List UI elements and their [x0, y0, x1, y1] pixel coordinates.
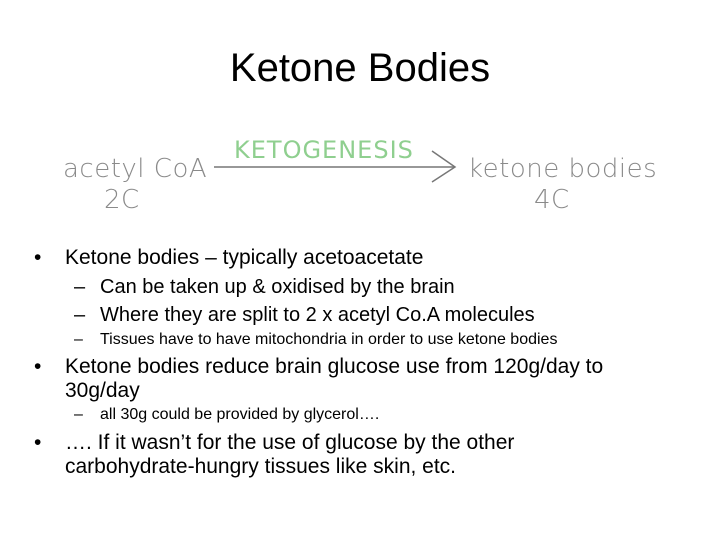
diagram-process-label: KETOGENESIS	[234, 136, 414, 164]
dash-glyph: –	[74, 304, 86, 326]
dash-glyph: –	[74, 331, 83, 348]
bullet-text: …. If it wasn’t for the use of glucose by the other carbohydrate-hungry tissues like skin, etc.	[65, 431, 515, 478]
sub-sub-bullet-text: all 30g could be provided by glycerol….	[100, 406, 380, 423]
bullet-glyph: •	[34, 355, 42, 378]
bullet-glyph: •	[34, 246, 42, 269]
bullet-glyph: •	[34, 431, 42, 454]
diagram-right-sub: 4C	[534, 185, 570, 215]
sub-bullet-text: Can be taken up & oxidised by the brain	[100, 276, 455, 298]
diagram-left-label: acetyl CoA	[63, 154, 208, 184]
diagram-left-sub: 2C	[104, 185, 140, 215]
bullet-text: Ketone bodies – typically acetoacetate	[65, 246, 424, 269]
dash-glyph: –	[74, 406, 83, 423]
slide-title: Ketone Bodies	[229, 46, 491, 90]
bullet-text: Ketone bodies reduce brain glucose use from 120g/day to 30g/day	[65, 355, 604, 402]
sub-bullet-text: Where they are split to 2 x acetyl Co.A molecules	[100, 304, 535, 326]
diagram-right-label: ketone bodies	[468, 154, 658, 184]
sub-sub-bullet-text: Tissues have to have mitochondria in order to use ketone bodies	[100, 331, 558, 348]
dash-glyph: –	[74, 276, 86, 298]
